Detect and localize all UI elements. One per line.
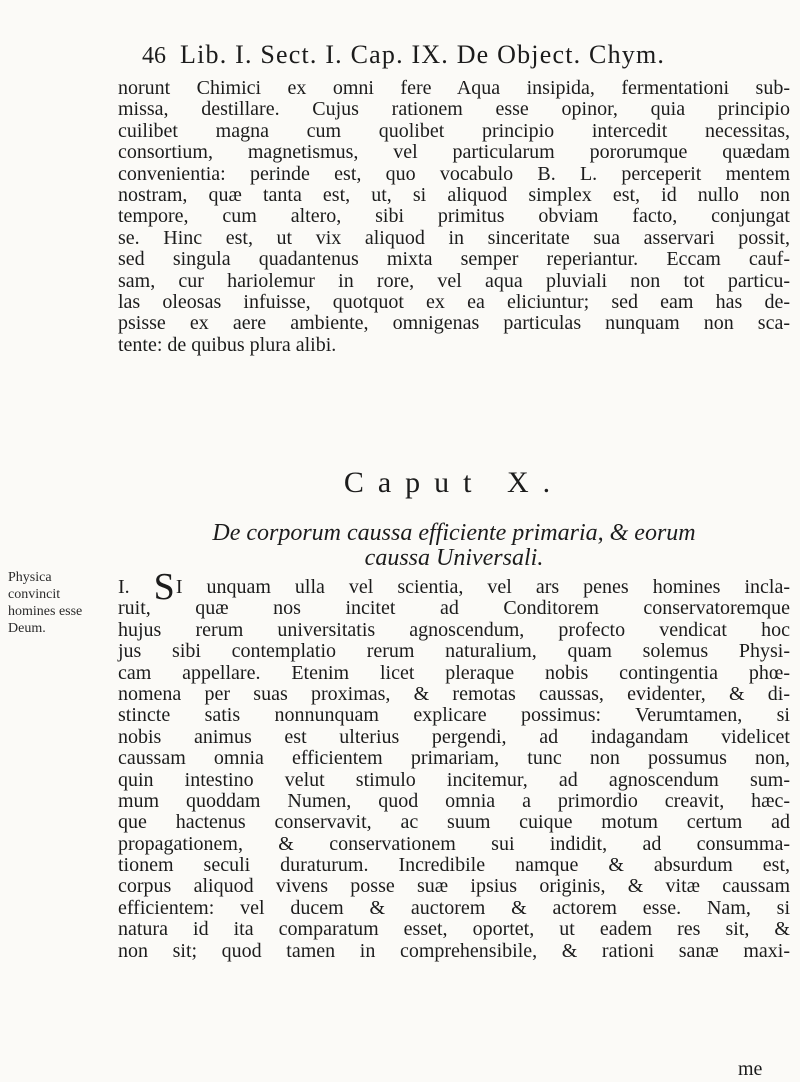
text-line: tente: de quibus plura alibi. [118, 333, 337, 356]
text-line: nomena per suas proximas, & remotas caussas, evidenter, & di- [118, 682, 790, 705]
running-title: Lib. I. Sect. I. Cap. IX. De Object. Chym. [180, 40, 666, 69]
text-line: psisse ex aere ambiente, omnigenas particulas nunquam non sca- [118, 312, 790, 335]
text-line: non sit; quod tamen in comprehensibile, & rationi sanæ maxi- [118, 939, 790, 962]
text-line: missa, destillare. Cujus rationem esse opinor, quia principio [118, 98, 790, 121]
chapter-title-line: De corporum caussa efficiente primaria, & eorum [212, 520, 696, 546]
section-number: I. [118, 576, 154, 598]
text-line: cuilibet magna cum quolibet principio intercedit necessitas, [118, 119, 790, 142]
paragraph-main [118, 566, 790, 962]
text-line: sam, cur hariolemur in rore, vel aqua pluviali non tot particu- [118, 269, 790, 292]
text-line: hujus rerum universitatis agnoscendum, profecto vendicat hoc [118, 618, 790, 641]
text-line: sed singula quadantenus mixta semper reperiantur. Eccam cauf- [118, 248, 790, 271]
text-line: ruit, quæ nos incitet ad Conditorem conservatoremque [118, 597, 790, 620]
text-line: jus sibi contemplatio rerum naturalium, quam solemus Physi- [118, 640, 790, 663]
text-line: consortium, magnetismus, vel particularum pororumque quædam [118, 141, 790, 164]
text-line: se. Hinc est, ut vix aliquod in sinceritate sua asservari possit, [118, 226, 790, 249]
text-line: quin intestino velut stimulo incitemur, ad agnoscendum sum- [118, 768, 790, 791]
text-line-first [118, 566, 790, 608]
text-line: nostram, quæ tanta est, ut, si aliquod simplex est, id nullo non [118, 183, 790, 206]
text-line: tionem seculi duraturum. Incredibile namque & absurdum est, [118, 854, 790, 877]
margin-note-line: convincit [8, 587, 61, 602]
chapter-title [118, 521, 790, 571]
text-line: mum quoddam Numen, quod omnia a primordio creavit, hæc- [118, 789, 790, 812]
paragraph-continuation [118, 78, 790, 356]
page-number: 46 [142, 43, 166, 69]
chapter-title-line: caussa Universali. [364, 545, 544, 571]
text-line: propagationem, & conservationem sui indidit, ad consumma- [118, 832, 790, 855]
margin-note-line: Deum. [8, 621, 46, 636]
text-line: efficientem: vel ducem & auctorem & actorem esse. Nam, si [118, 896, 790, 919]
margin-note-line: Physica [8, 570, 52, 585]
chapter-heading: Caput X. [343, 466, 565, 499]
catchword: me [738, 1058, 763, 1080]
running-header [142, 40, 782, 70]
text-line: tempore, cum altero, sibi primitus obviam facto, conjungat [118, 205, 790, 228]
text-line: natura id ita comparatum esset, oportet, ut eadem res sit, & [118, 918, 790, 941]
text-line: stincte satis nonnunquam explicare possimus: Verumtamen, si [118, 704, 790, 727]
text-line: cam appellare. Etenim licet pleraque nobis contingentia phœ- [118, 661, 790, 684]
text-line: las oleosas infuisse, quotquot ex ea eliciuntur; sed eam has de- [118, 290, 790, 313]
drop-cap: S [153, 566, 175, 608]
text-line: corpus aliquod vivens posse suæ ipsius originis, & vitæ caussam [118, 875, 790, 898]
text-line: convenientia: perinde est, quo vocabulo B. L. perceperit mentem [118, 162, 790, 185]
text-line: nobis animus est ulterius pergendi, ad indagandam videlicet [118, 725, 790, 748]
margin-note [8, 569, 88, 637]
first-line-text: I unquam ulla vel scientia, vel ars penes homines incla- [175, 576, 790, 598]
text-line: norunt Chimici ex omni fere Aqua insipida, fermentationi sub- [118, 77, 790, 99]
text-line: que hactenus conservavit, ac suum cuique motum certum ad [118, 811, 790, 834]
margin-note-line: homines esse [8, 604, 83, 619]
text-line: caussam omnia efficientem primariam, tunc non possumus non, [118, 747, 790, 770]
